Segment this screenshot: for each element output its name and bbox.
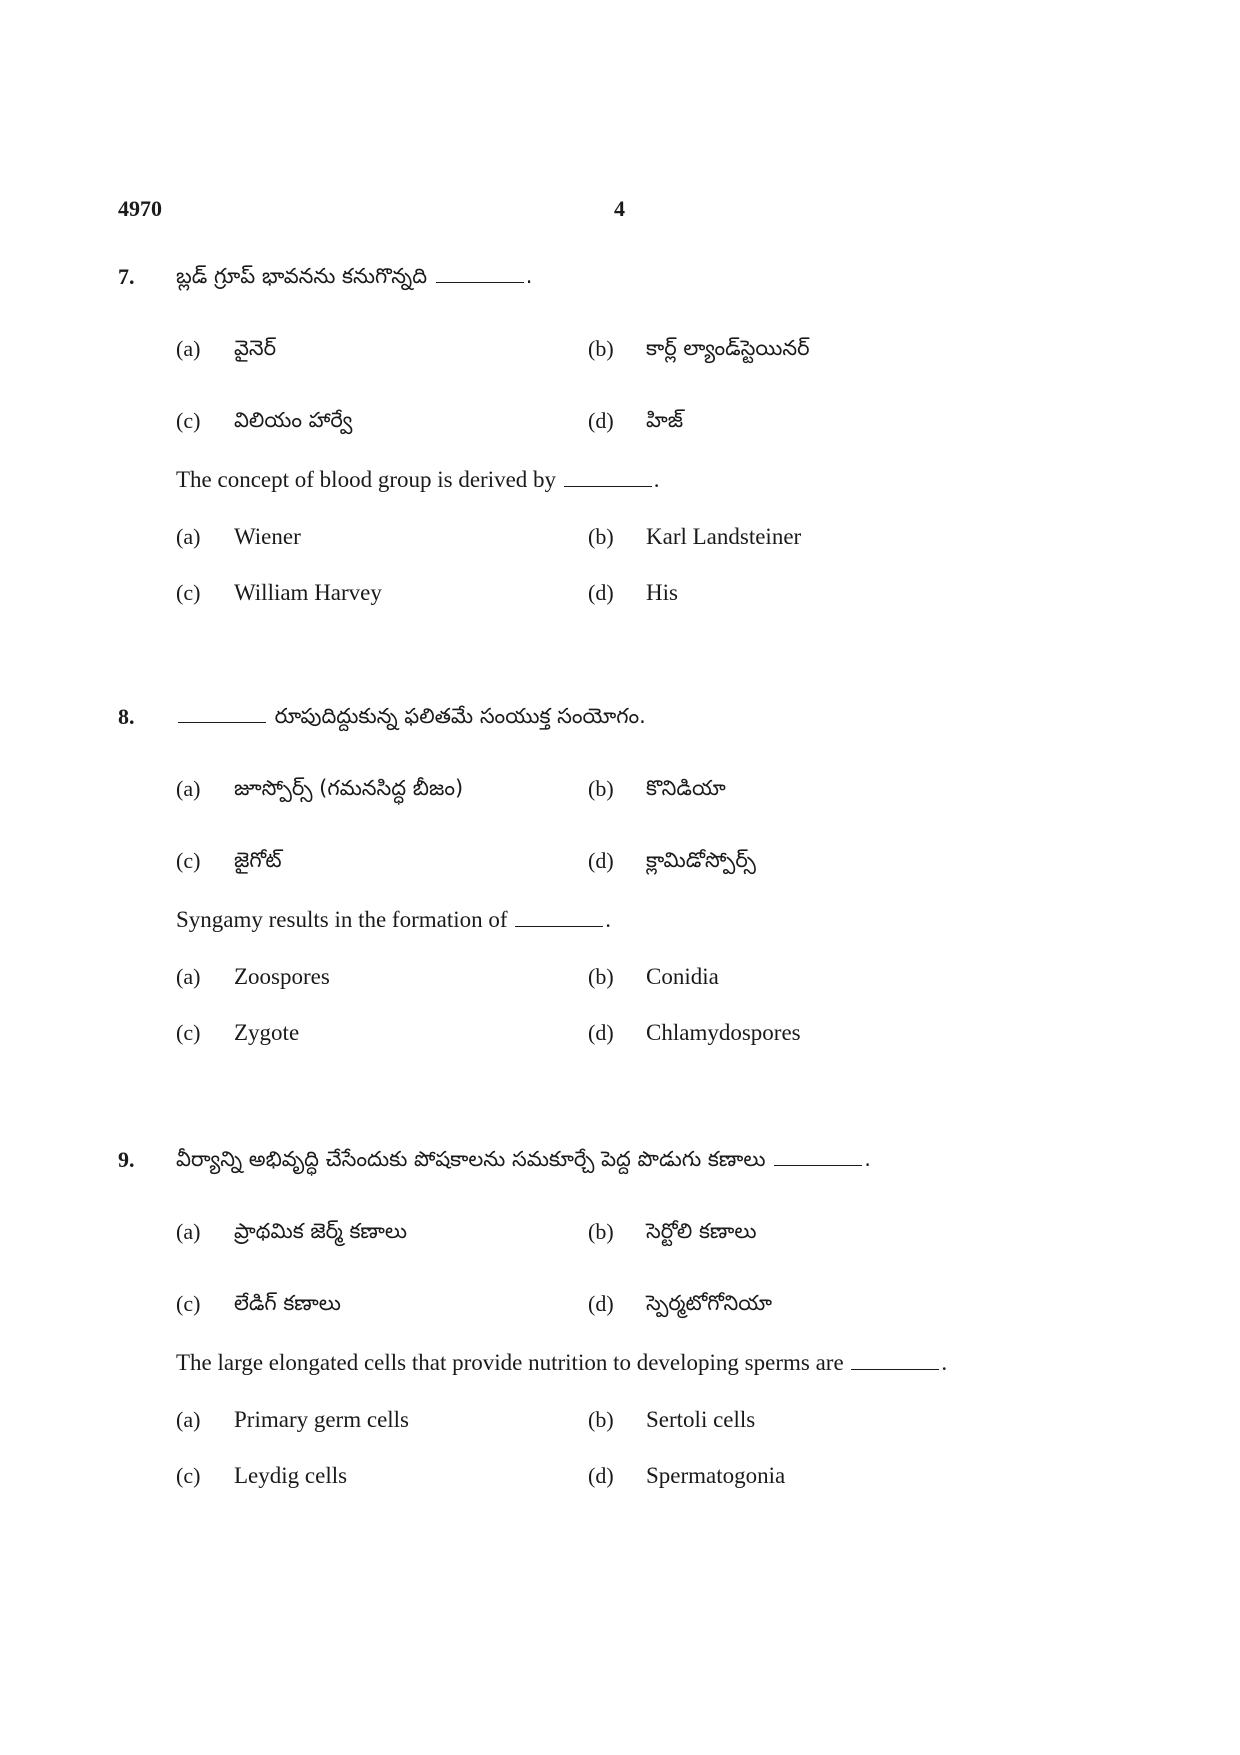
page-header: [118, 196, 1122, 226]
question-stem-telugu: బ్లడ్ గ్రూప్ భావనను కనుగొన్నది .: [176, 264, 533, 288]
paper-code: 4970: [118, 196, 162, 221]
question-stem-telugu: రూపుదిద్దుకున్న ఫలితమే సంయుక్త సంయోగం.: [176, 704, 646, 734]
question-stem-telugu: వీర్యాన్ని అభివృద్ధి చేసేందుకు పోషకాలను సమకూర్చే పెద్ద పొడుగు కణాలు .: [176, 1147, 871, 1171]
answer-blank: [436, 281, 524, 283]
question-stem-english: Syngamy results in the formation of .: [176, 907, 612, 932]
question-stem-english: The large elongated cells that provide nutrition to developing sperms are .: [176, 1350, 948, 1375]
answer-blank: [564, 485, 652, 487]
answer-blank: [851, 1368, 939, 1370]
question-stem-english: The concept of blood group is derived by .: [176, 467, 660, 492]
question-number: 9.: [118, 1147, 135, 1172]
question-9: 9. వీర్యాన్ని అభివృద్ధి చేసేందుకు పోషకాలను సమకూర్చే పెద్ద పొడుగు కణాలు . (a) ప్రాథమిక జెర్మ్ కణాలు (b) సెర్టోలి కణాలు (c) లేడిగ్ కణాలు (d) స్పెర్మటోగోనియా The large elongated cells that provide nutrition to developing sperms are . (a) Primary germ cells (b) Sertoli cells (c) Leydig cells (d) Spermatogonia: [118, 1147, 948, 1488]
answer-blank: [515, 925, 603, 927]
page-number: 4: [614, 196, 625, 221]
answer-blank: [178, 721, 266, 723]
question-number: 7.: [118, 264, 135, 289]
answer-blank: [774, 1164, 862, 1166]
question-number: 8.: [118, 704, 135, 729]
question-8: 8. రూపుదిద్దుకున్న ఫలితమే సంయుక్త సంయోగం. (a) జూస్పోర్స్ (గమనసిద్ధ బీజం) (b) కొనిడియా (c) జైగోట్ (d) క్లామిడోస్పోర్స్ Syngamy results in the formation of . (a) Zoospores (b) Conidia (c) Zygote (d) Chlamydospores: [118, 704, 801, 1045]
question-7: 7. బ్లడ్ గ్రూప్ భావనను కనుగొన్నది . (a) వైనెర్ (b) కార్ల్ ల్యాండ్‌స్టెయినర్ (c) విలియం హార్వే (d) హిజ్ The concept of blood group is derived by . (a) Wiener (b) Karl Landsteiner (c) William Harvey (d) His: [118, 264, 810, 605]
